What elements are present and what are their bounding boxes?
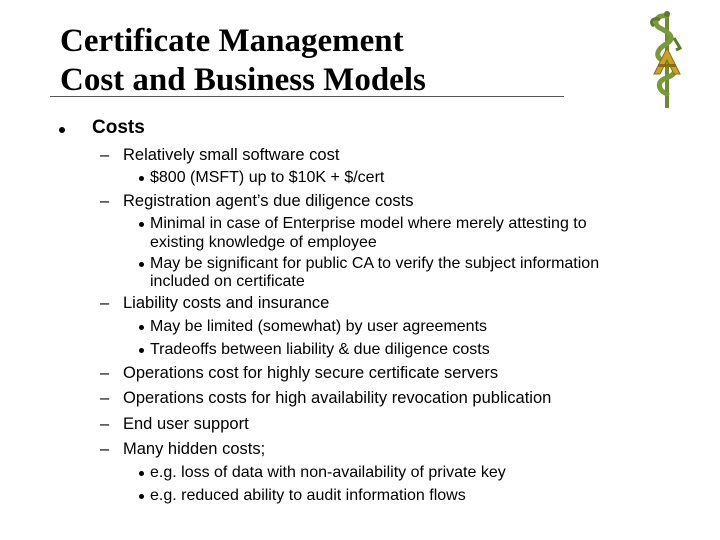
main-bullet-costs: Costs — [92, 117, 145, 138]
sub-list-item-continued: existing knowledge of employee — [150, 234, 377, 251]
dash-icon: – — [100, 294, 110, 312]
sub-list-item: $800 (MSFT) up to $10K + $/cert — [150, 169, 385, 186]
sub-list-item: May be significant for public CA to verify the subject information — [150, 255, 600, 272]
list-item: Operations costs for high availability revocation publication — [123, 389, 552, 407]
slide-title — [60, 22, 580, 100]
dash-icon: – — [100, 415, 110, 433]
sub-list-item: Minimal in case of Enterprise model where merely attesting to — [150, 215, 587, 232]
dash-icon: – — [100, 192, 110, 210]
bullet-dot-icon — [139, 471, 144, 476]
bullet-dot-icon — [139, 348, 144, 353]
list-item: Operations cost for highly secure certificate servers — [123, 364, 499, 382]
list-item: Relatively small software cost — [123, 146, 340, 164]
title-line-1: Certificate Management — [60, 23, 404, 59]
bullet-dot-icon — [139, 494, 144, 499]
list-item: Many hidden costs; — [123, 440, 266, 458]
title-divider — [50, 96, 564, 97]
sub-list-item-continued: included on certificate — [150, 273, 305, 290]
caduceus-staff-logo-icon — [636, 8, 698, 110]
bullet-dot-icon — [139, 176, 144, 181]
bullet-dot-icon — [139, 222, 144, 227]
dash-icon: – — [100, 440, 110, 458]
list-item: Registration agent’s due diligence costs — [123, 192, 414, 210]
bullet-dot-icon — [139, 262, 144, 267]
sub-list-item: e.g. reduced ability to audit information flows — [150, 487, 466, 504]
title-line-2: Cost and Business Models — [60, 62, 426, 98]
dash-icon: – — [100, 389, 110, 407]
bullet-dot-icon — [139, 325, 144, 330]
dash-icon: – — [100, 364, 110, 382]
bullet-dot-icon — [59, 127, 65, 133]
dash-icon: – — [100, 146, 110, 164]
list-item: End user support — [123, 415, 249, 433]
sub-list-item: e.g. loss of data with non-availability of private key — [150, 464, 506, 481]
sub-list-item: May be limited (somewhat) by user agreements — [150, 318, 488, 335]
list-item: Liability costs and insurance — [123, 294, 330, 312]
sub-list-item: Tradeoffs between liability & due diligence costs — [150, 341, 490, 358]
